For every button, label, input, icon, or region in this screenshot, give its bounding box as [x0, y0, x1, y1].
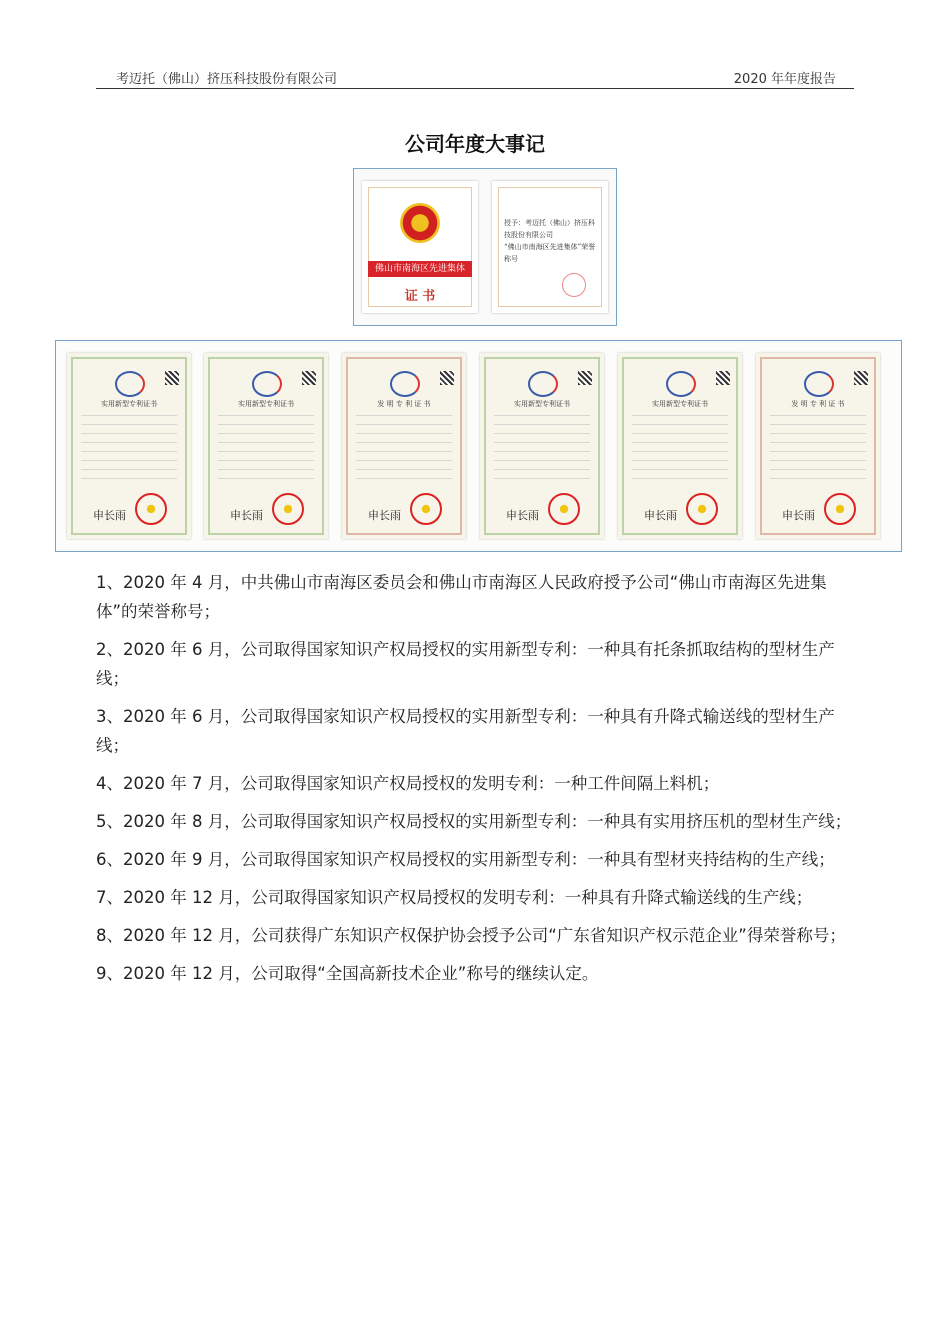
patent-signature: 申长雨 — [644, 509, 677, 522]
cnipa-logo-icon — [666, 371, 696, 397]
patent-text-lines — [632, 415, 728, 485]
patent-text-lines — [494, 415, 590, 485]
patent-title: 实用新型专利证书 — [652, 400, 708, 408]
patent-signature: 申长雨 — [368, 509, 401, 522]
qr-code-icon — [716, 371, 730, 385]
patent-certificate — [618, 353, 742, 539]
event-item: 9、2020 年 12 月，公司取得“全国高新技术企业”称号的继续认定。 — [96, 964, 599, 983]
seal-icon — [686, 493, 718, 525]
cnipa-logo-icon — [528, 371, 558, 397]
qr-code-icon — [854, 371, 868, 385]
page-header — [96, 66, 854, 89]
patent-signature: 申长雨 — [230, 509, 263, 522]
cnipa-logo-icon — [390, 371, 420, 397]
header-report: 2020 年年度报告 — [733, 72, 836, 87]
event-item: 5、2020 年 8 月，公司取得国家知识产权局授权的实用新型专利：一种具有实用挤压机的型材生产线； — [96, 812, 852, 831]
seal-icon — [562, 273, 586, 297]
patent-certificate — [480, 353, 604, 539]
seal-icon — [272, 493, 304, 525]
seal-icon — [548, 493, 580, 525]
patent-certificate — [204, 353, 328, 539]
event-item: 4、2020 年 7 月，公司取得国家知识产权局授权的发明专利：一种工件间隔上料机； — [96, 774, 720, 793]
seal-icon — [824, 493, 856, 525]
event-list — [96, 568, 856, 997]
patent-signature: 申长雨 — [506, 509, 539, 522]
event-item: 2、2020 年 6 月，公司取得国家知识产权局授权的实用新型专利：一种具有托条抓取结构的型材生产线； — [96, 640, 835, 688]
event-item: 8、2020 年 12 月，公司获得广东知识产权保护协会授予公司“广东省知识产权示范企业”得荣誉称号； — [96, 926, 846, 945]
patent-signature: 申长雨 — [782, 509, 815, 522]
seal-icon — [135, 493, 167, 525]
page-title: 公司年度大事记 — [405, 132, 545, 156]
patent-text-lines — [356, 415, 452, 485]
certificate-band: 佛山市南海区先进集体 — [368, 261, 472, 277]
certificate-inner-page — [492, 181, 608, 313]
national-emblem-icon — [400, 203, 440, 243]
qr-code-icon — [302, 371, 316, 385]
certificate-honor-text: “佛山市南海区先进集体”荣誉称号 — [504, 243, 596, 263]
patent-title: 实用新型专利证书 — [514, 400, 570, 408]
event-item: 7、2020 年 12 月，公司取得国家知识产权局授权的发明专利：一种具有升降式输送线的生产线； — [96, 888, 813, 907]
patent-title: 实用新型专利证书 — [238, 400, 294, 408]
cnipa-logo-icon — [252, 371, 282, 397]
qr-code-icon — [440, 371, 454, 385]
patent-certificate — [67, 353, 191, 539]
seal-icon — [410, 493, 442, 525]
header-company: 考迈托（佛山）挤压科技股份有限公司 — [116, 72, 338, 87]
patent-certificate — [756, 353, 880, 539]
patent-title: 实用新型专利证书 — [101, 400, 157, 408]
patent-text-lines — [218, 415, 314, 485]
patent-certificates-image — [55, 340, 902, 552]
patent-title: 发 明 专 利 证 书 — [791, 400, 845, 408]
certificate-cover — [362, 181, 478, 313]
patent-signature: 申长雨 — [93, 509, 126, 522]
patent-text-lines — [81, 415, 177, 485]
certificate-label: 证 书 — [404, 289, 436, 304]
event-item: 1、2020 年 4 月，中共佛山市南海区委员会和佛山市南海区人民政府授予公司“佛山市南海区先进集体”的荣誉称号； — [96, 573, 827, 621]
event-item: 6、2020 年 9 月，公司取得国家知识产权局授权的实用新型专利：一种具有型材夹持结构的生产线； — [96, 850, 835, 869]
patent-text-lines — [770, 415, 866, 485]
cnipa-logo-icon — [115, 371, 145, 397]
cnipa-logo-icon — [804, 371, 834, 397]
qr-code-icon — [165, 371, 179, 385]
qr-code-icon — [578, 371, 592, 385]
patent-title: 发 明 专 利 证 书 — [377, 400, 431, 408]
patent-certificate — [342, 353, 466, 539]
certificate-grant-text: 授予：考迈托（佛山）挤压科技股份有限公司 — [504, 219, 595, 239]
honor-certificate-image — [353, 168, 617, 326]
event-item: 3、2020 年 6 月，公司取得国家知识产权局授权的实用新型专利：一种具有升降式输送线的型材生产线； — [96, 707, 835, 755]
